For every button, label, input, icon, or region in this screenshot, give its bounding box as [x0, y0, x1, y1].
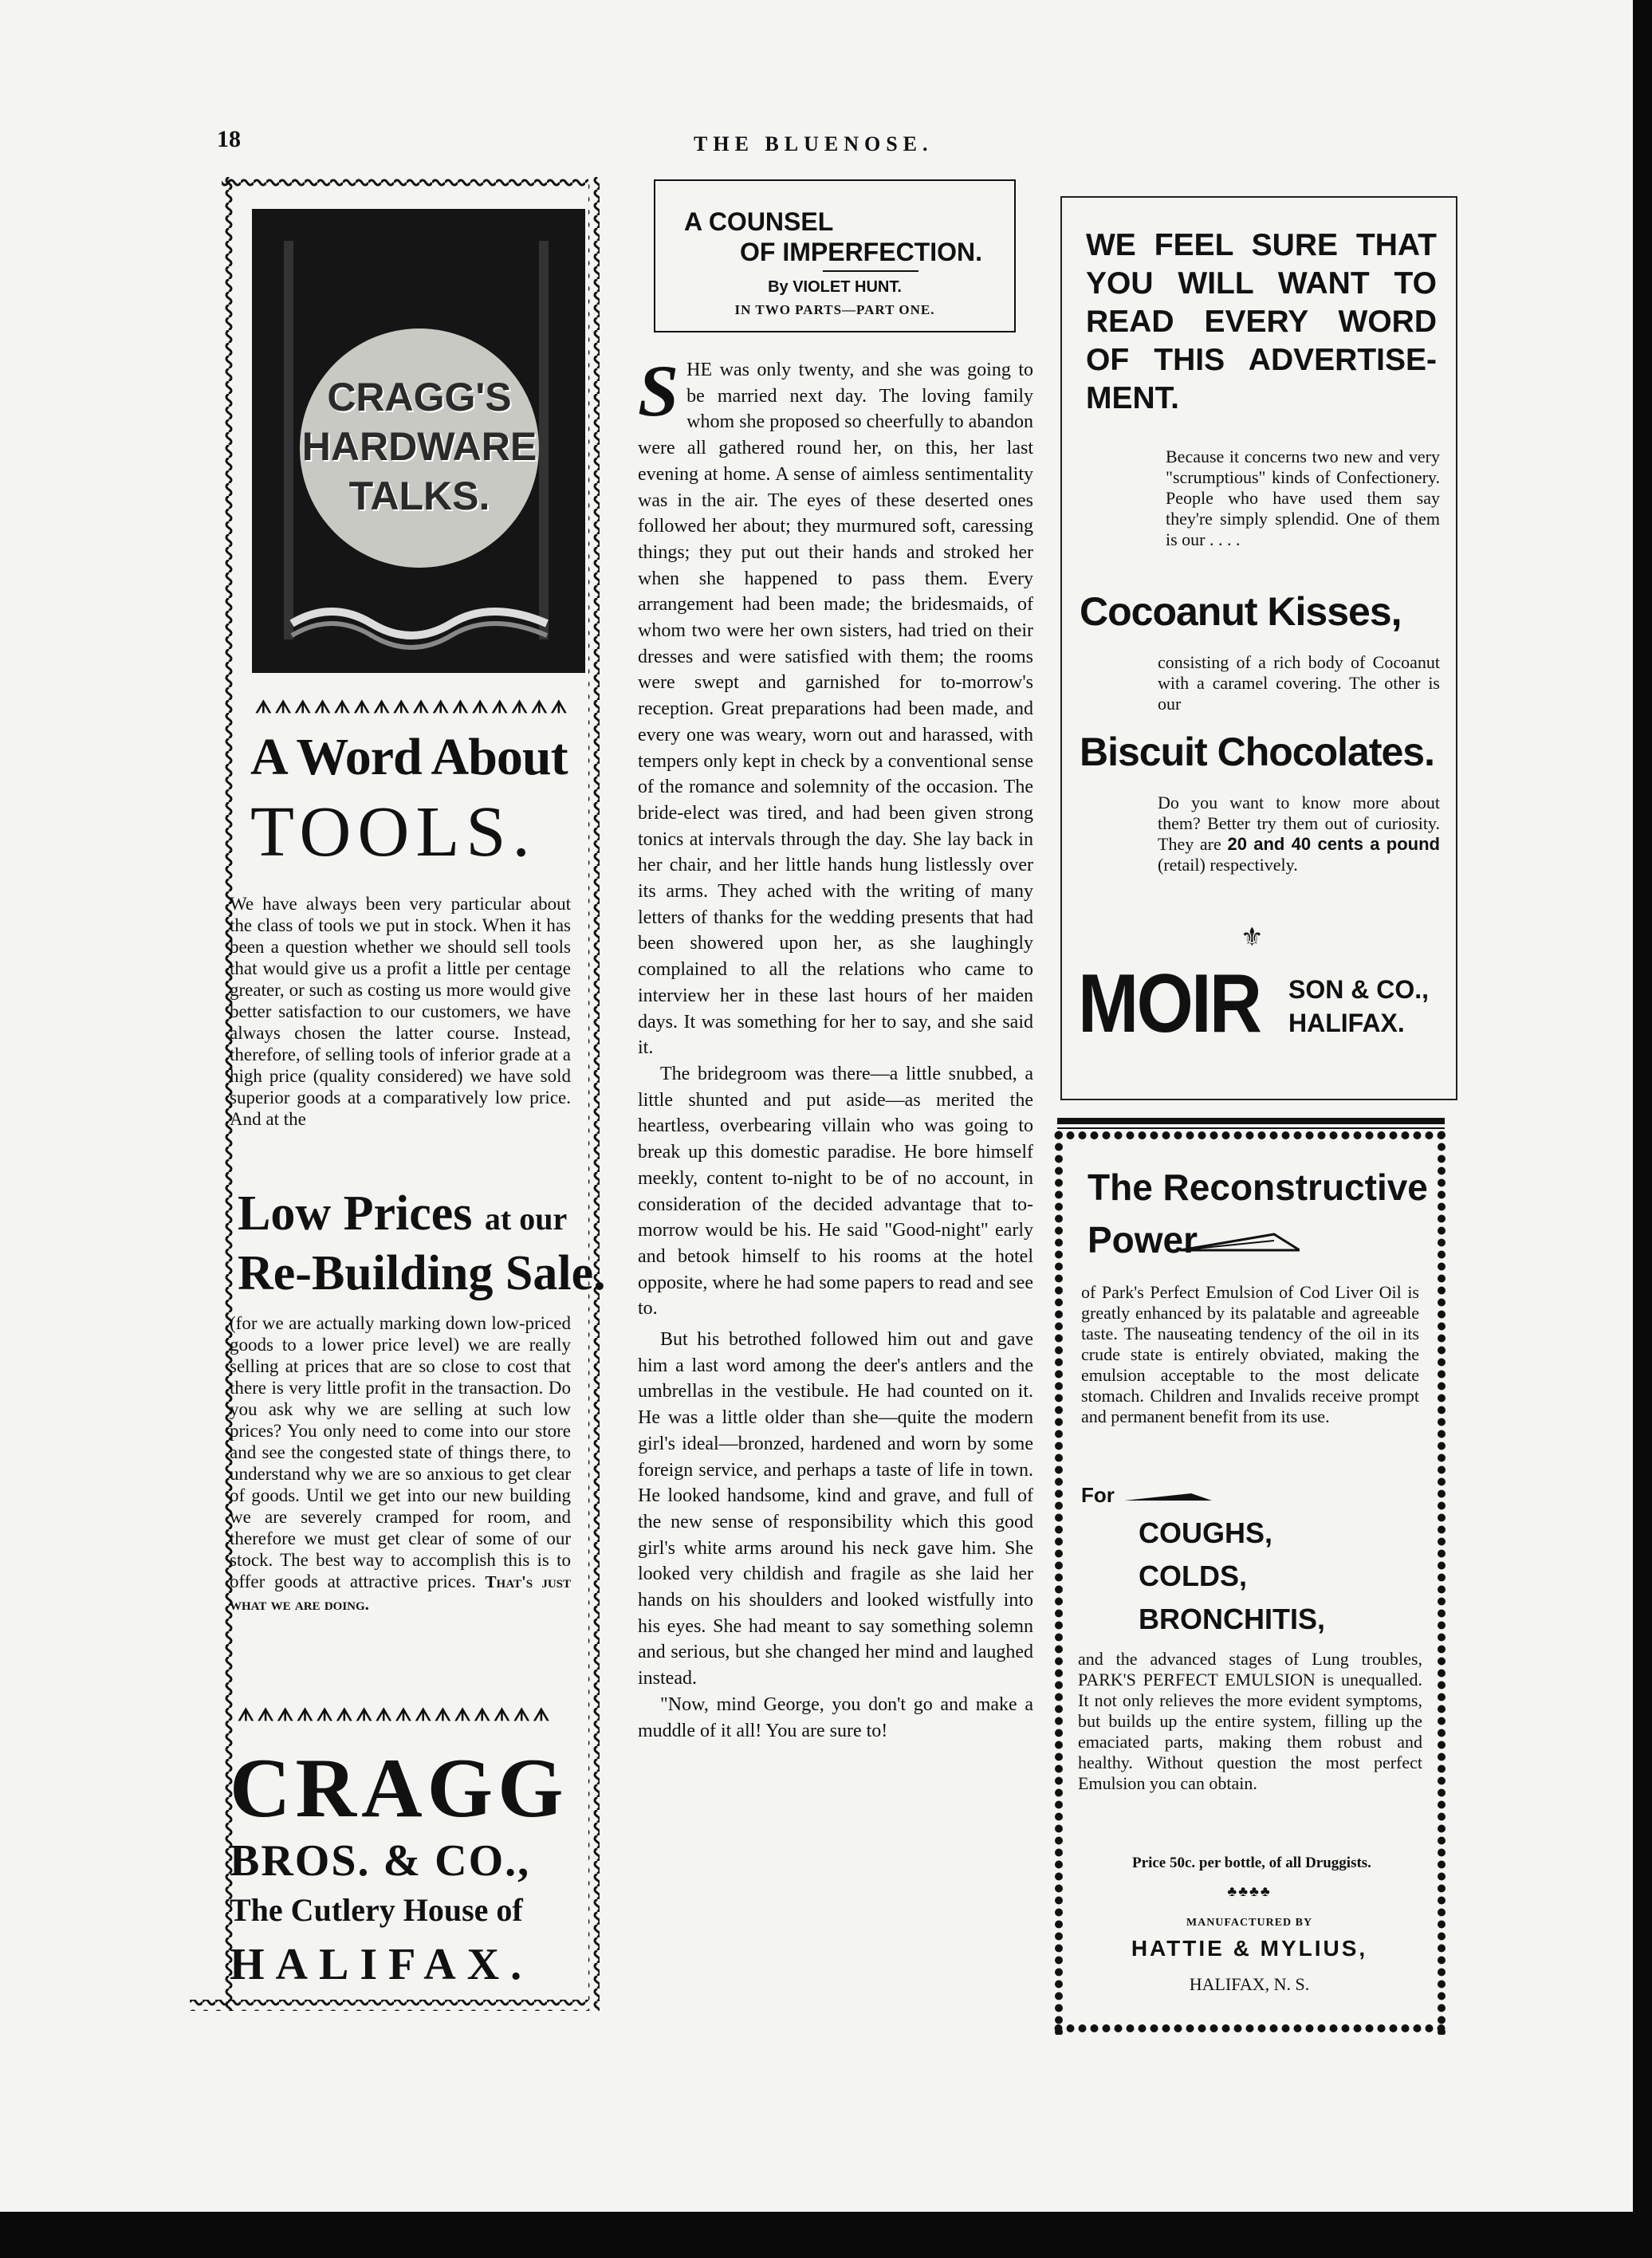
moir-paragraph-2: consisting of a rich body of Cocoanut with a caramel covering. The other is our [1158, 652, 1440, 714]
moir-paragraph-1: Because it concerns two new and very "scrumptious" kinds of Confectionery. People who have used them say they're simply splendid. One of them is our . . . . [1166, 446, 1440, 549]
company-name-moir: MOIR [1078, 958, 1261, 1050]
story-parts: IN TWO PARTS—PART ONE. [734, 302, 935, 317]
ailments-list [1139, 1512, 1325, 1641]
ailment-coughs: COUGHS, [1139, 1516, 1273, 1549]
section-divider-thick [1057, 1118, 1445, 1124]
for-label: For [1081, 1483, 1115, 1507]
ornament-divider-top: ᗑᗑᗑᗑᗑᗑᗑᗑᗑᗑᗑᗑᗑᗑᗑᗑ [255, 697, 571, 717]
moir-price: 20 and 40 cents a pound [1227, 834, 1440, 854]
fleur-ornament-icon: ⚜ [1241, 922, 1264, 951]
moir-paragraph-3-end: (retail) respectively. [1158, 855, 1298, 875]
story-paragraph-1-text: HE was only twenty, and she was going to be married next day. The loving family whom she proposed so cheerfully to abandon were all gathered round her, on this, her last evening at home. A sense of aimless sentimentality was in the air. The eyes of these deserted ones followed her about; they murmured soft, caressing things; they put out their hands and stroked her when she happened to pass them. Every arrangement had been made; the bridesmaids, of whom two were her own sisters, had tried on their dresses and were satisfied with them; the rooms were swept and garnished for to-morrow's reception. Great preparations had been made, and every one was weary, worn out and harassed, with tempers only kept in check by a conventional sense of the romance and solemnity of the occasion. The bride-elect was tired, and had been given strong tonics at intervals through the day. She lay back in her chair, and her little hands hung listlessly over its arms. They ached with the writing of many letters of thanks for the wedding presents that had been showered upon her, as she laughingly complained to all the relations who came to interview her in these last hours of her maiden days. It was something for her to say, and she said it. [638, 360, 1033, 1059]
story-body [638, 350, 1033, 1744]
product-biscuit-chocolates: Biscuit Chocolates. [1080, 730, 1434, 774]
headline-tools: TOOLS. [250, 793, 537, 871]
story-paragraph-3: But his betrothed followed him out and gave him a last word among the deer's antlers and the umbrellas in the vestibule. He had counted on it. He was a little older than she—quite the modern girl's ideal—bronzed, hardened and worn by some foreign service, and perhaps a taste of life in town. He looked handsome, kind and grave, and full of the new sense of responsibility which this good girl's white arms around his neck gave him. She looked very childish and fragile as she laid her hands on his shoulders and looked wistfully into his eyes. She had meant to say something solemn and serious, but she changed her mind and laughed instead. [638, 1329, 1033, 1690]
headline-low-prices [238, 1186, 567, 1242]
parks-headline-line-1: The Reconstructive [1088, 1166, 1428, 1208]
cragg-paragraph-1: We have always been very particular about the class of tools we put in stock. When it has been a question whether we should sell tools that would give us a profit a little per centage greater, or such as costing us more would give better satisfaction to our customers, we have always chosen the latter course. Instead, therefore, of selling tools of inferior grade at a high price (quality considered) we have sold superior goods at a comparatively low price. And at the [230, 894, 571, 1129]
medallion-line-2: HARDWARE [301, 424, 537, 469]
drop-cap: S [638, 350, 679, 431]
moir-paragraph-3 [1158, 793, 1440, 875]
pointer-arrow-icon [1180, 1233, 1300, 1255]
medallion-text [300, 372, 539, 521]
story-title-box [654, 179, 1016, 332]
company-tagline: The Cutlery House of [230, 1892, 523, 1928]
story-paragraph-2: The bridegroom was there—a little snubbed, a little shunted and put aside—as merited the heartless, overbearing villain who was going to break up this domestic paradise. He bore himself meekly, content to-night to be of no account, in consideration of the decided advantage that to-morrow would be his. He said "Good-night" early and betook himself to his rooms at the hotel opposite, where he had some papers to read and see to. [638, 1063, 1033, 1320]
club-ornament-icon: ♣♣♣♣ [1227, 1883, 1272, 1899]
maker-name: HATTIE & MYLIUS, [1131, 1936, 1368, 1961]
company-bros: BROS. & CO., [230, 1836, 531, 1886]
moir-advertisement [1060, 196, 1457, 1100]
page-edge-right [1633, 0, 1652, 2258]
moir-city: HALIFAX. [1288, 1009, 1405, 1037]
maker-city: HALIFAX, N. S. [1189, 1974, 1310, 1994]
cragg-advertisement [190, 177, 620, 2011]
parks-paragraph-1: of Park's Perfect Emulsion of Cod Liver Oil is greatly enhanced by its palatable and agreeable taste. The nauseating tendency of the oil in its crude state is entirely obviated, making the emulsion acceptable to the most delicate stomach. Children and Invalids receive prompt and permanent benefit from its use. [1081, 1282, 1419, 1426]
story-paragraph-4: "Now, mind George, you don't go and make a muddle of it all! You are sure to! [638, 1694, 1033, 1741]
parks-price: Price 50c. per bottle, of all Druggists. [1132, 1855, 1371, 1871]
ailment-bronchitis: BRONCHITIS, [1139, 1603, 1325, 1635]
headline-rebuilding-sale: Re-Building Sale. [238, 1246, 606, 1300]
product-cocoanut-kisses: Cocoanut Kisses, [1080, 589, 1402, 634]
story-title-line-1: A COUNSEL [684, 207, 834, 236]
parks-headline-line-2: Power [1088, 1219, 1198, 1261]
story-title [684, 207, 982, 267]
moir-paragraph-3-text: Do you want to know more about them? Better try them out of curiosity. They are [1158, 793, 1440, 854]
page-number: 18 [217, 126, 241, 152]
parks-emulsion-advertisement [1052, 1129, 1446, 2035]
moir-headline: WE FEEL SURE THAT YOU WILL WANT TO READ EVERY WORD OF THIS ADVERTISE-MENT. [1086, 228, 1437, 415]
cragg-paragraph-2-text: (for we are actually marking down low-priced goods to a lower price level) we are really selling at prices that are so close to cost that there is very little profit in the transaction. Do you ask why we are selling at such low prices? You only need to come into our store and see the congested state of things there, to understand why we are so anxious to get clear of goods. Until we get into our new building we are severely cramped for room, and therefore we must get clear of some of our stock. The best way to accomplish this is to offer goods at attractive prices. [230, 1313, 571, 1591]
manufactured-by-label: MANUFACTURED BY [1186, 1917, 1313, 1929]
pillar-right [539, 241, 549, 639]
cragg-hardware-talks-illustration [252, 209, 585, 673]
page-edge-bottom [0, 2212, 1652, 2258]
running-head: THE BLUENOSE. [694, 132, 934, 155]
headline-a-word-about: A Word About [250, 728, 568, 786]
medallion-line-1: CRAGG'S [327, 375, 512, 419]
low-prices-text: Low Prices [238, 1186, 473, 1241]
moir-son-co-text: SON & CO., [1288, 975, 1430, 1004]
thats-just-text: That's just what we are doing. [230, 1572, 571, 1614]
story-byline: By VIOLET HUNT. [768, 278, 902, 296]
moir-son-co [1288, 973, 1429, 1040]
story-paragraph-1 [638, 350, 1033, 1061]
story-title-line-2: OF IMPERFECTION. [740, 238, 982, 266]
ribbon-wreath [284, 592, 555, 655]
small-pointer-arrow-icon [1124, 1493, 1212, 1504]
title-rule [823, 270, 918, 272]
ornament-divider-bottom: ᗑᗑᗑᗑᗑᗑᗑᗑᗑᗑᗑᗑᗑᗑᗑᗑ [238, 1705, 553, 1725]
at-our-text: at our [484, 1201, 568, 1237]
medallion-line-3: TALKS. [348, 474, 490, 518]
company-city: HALIFAX. [230, 1940, 533, 1989]
cragg-paragraph-2 [230, 1312, 571, 1615]
parks-paragraph-2: and the advanced stages of Lung troubles, PARK'S PERFECT EMULSION is unequalled. It not only relieves the more evident symptoms, but builds up the entire system, filling up the emaciated parts, making them robust and healthy. Without question the most perfect Emulsion you can obtain. [1078, 1649, 1422, 1793]
company-name-cragg: CRAGG [230, 1741, 568, 1835]
ailment-colds: COLDS, [1139, 1560, 1248, 1592]
pillar-left [284, 241, 293, 639]
